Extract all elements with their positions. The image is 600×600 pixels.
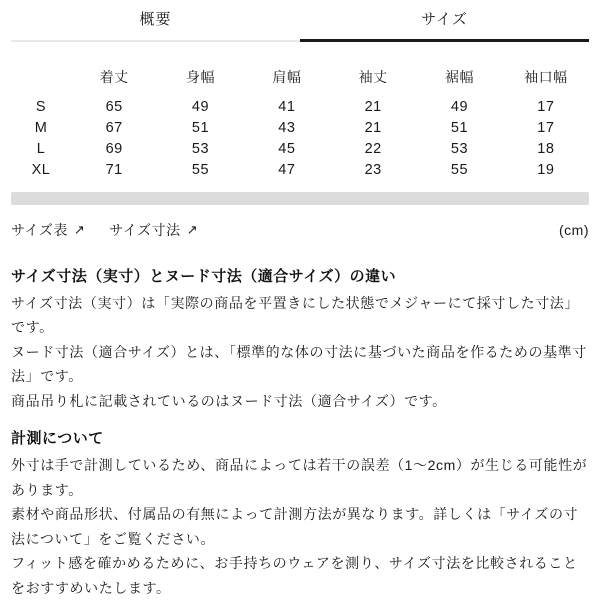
cell-value: 53 — [191, 141, 210, 157]
section-heading: サイズ寸法（実寸）とヌード寸法（適合サイズ）の違い — [11, 267, 397, 285]
table-row-size-l — [11, 139, 589, 160]
tab-bar — [11, 0, 589, 42]
cell-value: 21 — [364, 120, 382, 136]
column-header-body-width: 身幅 — [185, 68, 215, 85]
unit-label-cm: (cm) — [559, 221, 589, 238]
column-header-shoulder-width: 肩幅 — [272, 68, 302, 85]
size-chart-link-label: サイズ表 — [11, 221, 68, 238]
cell-value: 17 — [537, 99, 555, 115]
size-chart-link[interactable] — [11, 221, 85, 239]
cell-value: 17 — [537, 120, 555, 136]
external-link-icon: ↗ — [186, 222, 199, 237]
size-measurements-link[interactable] — [109, 221, 198, 239]
column-header-sleeve-length: 袖丈 — [358, 68, 388, 85]
size-measurements-link-label: サイズ寸法 — [109, 221, 181, 238]
row-label: L — [36, 141, 46, 157]
cell-value: 41 — [278, 99, 296, 115]
table-row-size-s — [11, 97, 589, 118]
table-row-size-m — [11, 118, 589, 139]
paragraph: 商品吊り札に記載されているのはヌード寸法（適合サイズ）です。 — [11, 392, 447, 409]
cell-value: 49 — [450, 99, 469, 115]
section-paragraphs — [11, 453, 589, 600]
paragraph: ヌード寸法（適合サイズ）とは、「標準的な体の寸法に基づいた商品を作るための基準寸法」です。 — [11, 343, 587, 384]
column-header-cuff-width: 袖口幅 — [524, 68, 568, 85]
cell-value: 69 — [105, 141, 123, 157]
paragraph: フィット感を確かめるために、お手持ちのウェアを測り、サイズ寸法を比較されることをおすすめいたします。 — [11, 555, 578, 596]
size-table-corner-cell — [11, 74, 71, 89]
cell-value: 49 — [191, 99, 210, 115]
tab-overview[interactable]: 概要 — [11, 0, 300, 42]
table-row-size-xl — [11, 160, 589, 181]
column-header-hem-width: 裾幅 — [444, 68, 474, 85]
cell-value: 71 — [105, 162, 123, 178]
cell-value: 51 — [450, 120, 469, 136]
cell-value: 65 — [105, 99, 123, 115]
cell-value: 45 — [278, 141, 296, 157]
cell-value: 21 — [364, 99, 382, 115]
section-size-vs-nude-measurements — [11, 268, 589, 414]
table-horizontal-scrollbar[interactable] — [11, 192, 589, 205]
size-table-body — [11, 97, 589, 181]
cell-value: 53 — [450, 141, 469, 157]
cell-value: 19 — [537, 162, 555, 178]
cell-value: 43 — [278, 120, 296, 136]
links-row — [11, 221, 589, 239]
cell-value: 55 — [450, 162, 469, 178]
cell-value: 67 — [105, 120, 123, 136]
section-about-measurement — [11, 430, 589, 600]
cell-value: 22 — [364, 141, 382, 157]
external-link-icon: ↗ — [73, 222, 86, 237]
cell-value: 51 — [191, 120, 210, 136]
row-label: M — [34, 120, 48, 136]
size-table-header-row — [11, 66, 589, 97]
paragraph: 外寸は手で計測しているため、商品によっては若干の誤差（1～2cm）が生じる可能性があります。 — [11, 457, 588, 498]
cell-value: 18 — [537, 141, 555, 157]
section-paragraphs — [11, 291, 589, 414]
paragraph: 素材や商品形状、付属品の有無によって計測方法が異なります。詳しくは「サイズの寸法について」をご覧ください。 — [11, 506, 579, 547]
row-label: XL — [31, 162, 51, 178]
cell-value: 55 — [191, 162, 210, 178]
cell-value: 23 — [364, 162, 382, 178]
paragraph: サイズ寸法（実寸）は「実際の商品を平置きにした状態でメジャーにて採寸した寸法」です。 — [11, 294, 579, 335]
tab-size[interactable]: サイズ — [300, 0, 589, 42]
row-label: S — [35, 99, 47, 115]
cell-value: 47 — [278, 162, 296, 178]
size-table — [11, 66, 589, 181]
section-heading: 計測について — [11, 430, 104, 447]
column-header-body-length: 着丈 — [99, 68, 129, 85]
